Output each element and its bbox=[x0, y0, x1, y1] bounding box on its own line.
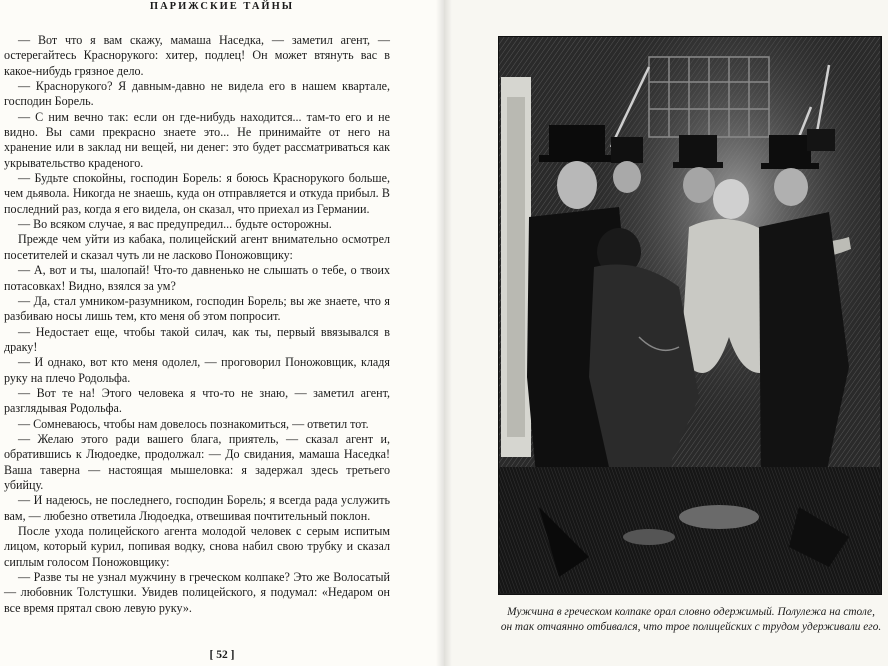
caption-line: Мужчина в греческом колпаке орал словно одержимый. Полулежа на столе, bbox=[507, 606, 875, 618]
paragraph: — И надеюсь, не последнего, господин Борель; я всегда рада услужить вам, — любезно ответила Людоедка, отвешивая почтительный поклон. bbox=[4, 493, 390, 523]
page-number: [ 52 ] bbox=[209, 649, 235, 661]
engraving-image bbox=[499, 37, 880, 593]
paragraph: — Сомневаюсь, чтобы нам довелось познакомиться, — ответил тот. bbox=[18, 416, 369, 431]
paragraph: — Будьте спокойны, господин Борель: я боюсь Краснорукого больше, чем дьявола. Никогда не знаешь, куда он отправляется и откуда прибыл. В последний раз, когда я его видела, он сказал, что приехал из Германии. bbox=[4, 171, 390, 216]
paragraph: — Во всяком случае, я вас предупредил... будьте осторожны. bbox=[18, 217, 332, 232]
paragraph: — И однако, вот кто меня одолел, — проговорил Поножовщик, кладя руку на плечо Родольфа. bbox=[4, 355, 390, 385]
paragraph: — Да, стал умником-разумником, господин Борель; вы же знаете, что я разбиваю носы лишь тем, кто меня об этом попросит. bbox=[4, 293, 390, 324]
body-text bbox=[4, 33, 390, 616]
paragraph: — А, вот и ты, шалопай! Что-то давненько не слышать о тебе, о твоих потасовках! Видно, взялся за ум? bbox=[4, 263, 390, 293]
illustration-caption bbox=[496, 605, 886, 635]
paragraph: Прежде чем уйти из кабака, полицейский агент внимательно осмотрел посетителей и сказал чуть ли не ласково Поножовщику: bbox=[4, 232, 390, 262]
paragraph: — Желаю этого ради вашего блага, приятель, — сказал агент и, обратившись к Людоедке, продолжал: — До свидания, мамаша Наседка! Ваша таверна — настоящая мышеловка: я задержал здесь третьего убийцу. bbox=[4, 431, 390, 492]
paragraph: — Краснорукого? Я давным-давно не видела его в нашем квартале, господин Борель. bbox=[4, 79, 390, 109]
caption-line: он так отчаянно отбивался, что трое полицейских с трудом удерживали его. bbox=[500, 621, 882, 633]
paragraph: — С ним вечно так: если он где-нибудь находится... там-то его и не видно. Вы сами прекрасно знаете это... Не принимайте от него на хранение или в заклад ни вещей, ни денег: это будет рассматриваться как укрывательство краденого. bbox=[4, 109, 390, 170]
paragraph: — Вот что я вам скажу, мамаша Наседка, — заметил агент, — остерегайтесь Краснорукого: хитер, подлец! Он может втянуть вас в какое-нибудь грязное дело. bbox=[4, 33, 390, 78]
paragraph: — Недостает еще, чтобы такой силач, как ты, первый ввязывался в драку! bbox=[4, 324, 390, 354]
paragraph: — Разве ты не узнал мужчину в греческом колпаке? Это же Волосатый — любовник Толстушки. Увидев полицейского, я подумал: «Недаром он все время прятал свою левую руку». bbox=[4, 570, 390, 615]
paragraph: После ухода полицейского агента молодой человек с серым испитым лицом, который курил, попивая водку, снова набил свою трубку и сказал сиплым голосом Поножовщику: bbox=[4, 524, 390, 569]
illustration bbox=[498, 36, 882, 595]
paragraph: — Вот те на! Этого человека я что-то не знаю, — заметил агент, разглядывая Родольфа. bbox=[4, 385, 390, 416]
running-head: ПАРИЖСКИЕ ТАЙНЫ bbox=[149, 1, 295, 12]
book-gutter bbox=[436, 0, 452, 666]
